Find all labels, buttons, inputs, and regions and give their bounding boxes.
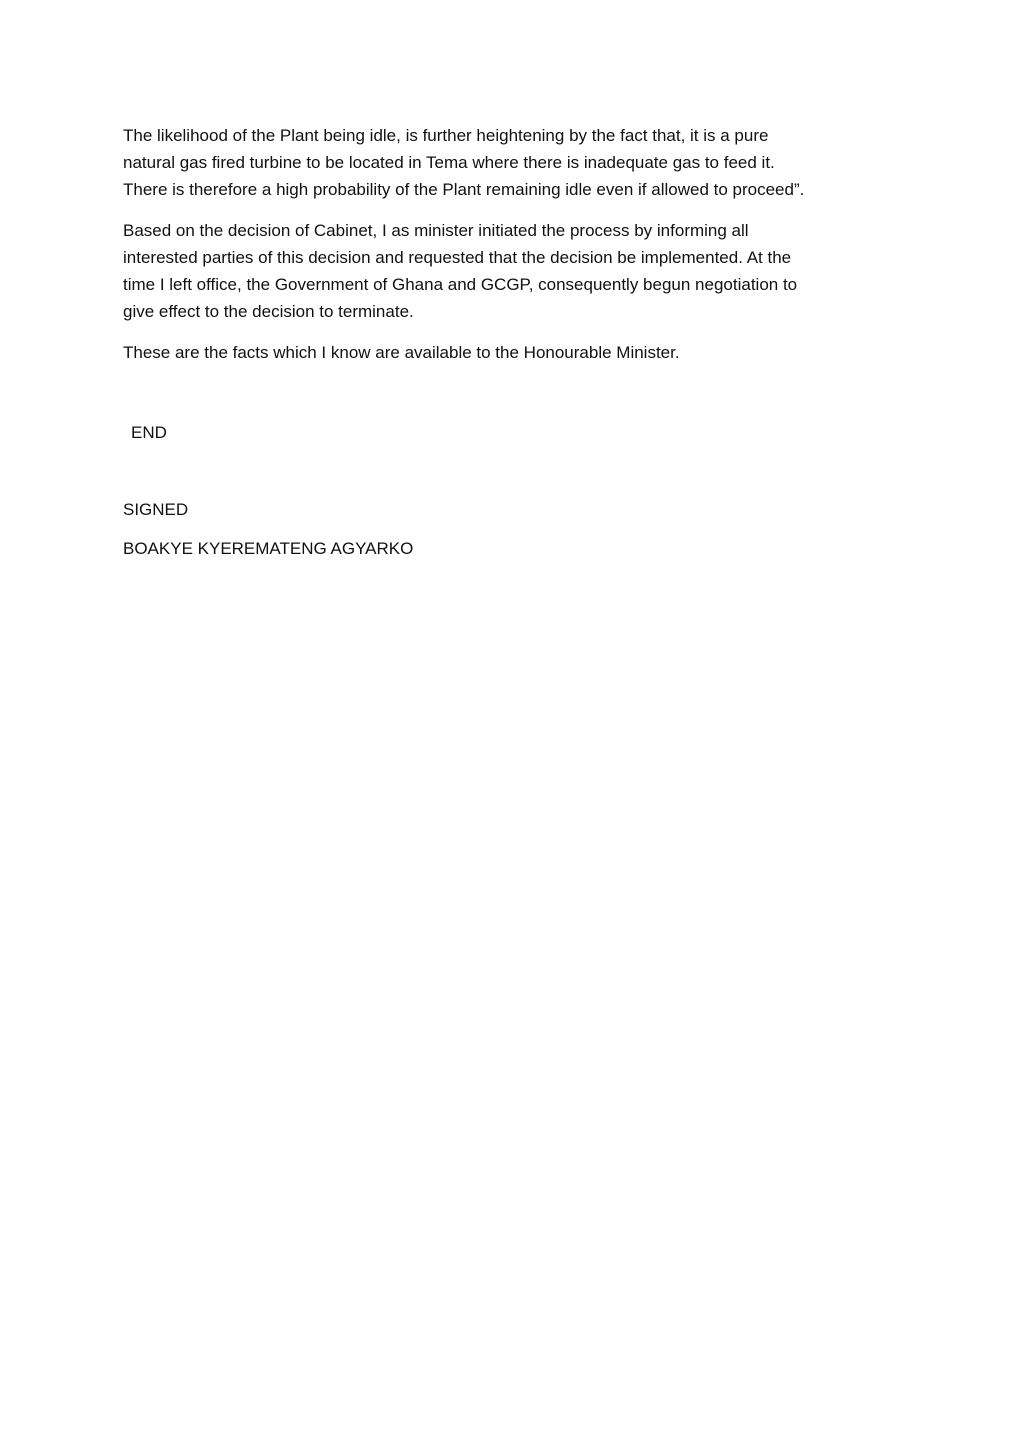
paragraph-line: give effect to the decision to terminate.: [123, 302, 414, 321]
paragraph-line: Based on the decision of Cabinet, I as minister initiated the process by informing all: [123, 221, 749, 240]
paragraph-plant-idle: [123, 122, 903, 203]
paragraph-facts: [123, 339, 903, 366]
paragraph-line: These are the facts which I know are available to the Honourable Minister.: [123, 343, 680, 362]
signatory-name: BOAKYE KYEREMATENG AGYARKO: [123, 539, 414, 558]
paragraph-line: time I left office, the Government of Ghana and GCGP, consequently begun negotiation to: [123, 275, 798, 294]
paragraph-line: natural gas fired turbine to be located in Tema where there is inadequate gas to feed it.: [123, 153, 775, 172]
signed-label: SIGNED: [123, 500, 189, 519]
paragraph-line: There is therefore a high probability of the Plant remaining idle even if allowed to proceed”.: [123, 180, 805, 199]
end-marker: END: [131, 423, 167, 442]
paragraph-line: interested parties of this decision and requested that the decision be implemented. At the: [123, 248, 792, 267]
paragraph-cabinet-decision: [123, 217, 903, 325]
paragraph-line: The likelihood of the Plant being idle, is further heightening by the fact that, it is a pure: [123, 126, 769, 145]
